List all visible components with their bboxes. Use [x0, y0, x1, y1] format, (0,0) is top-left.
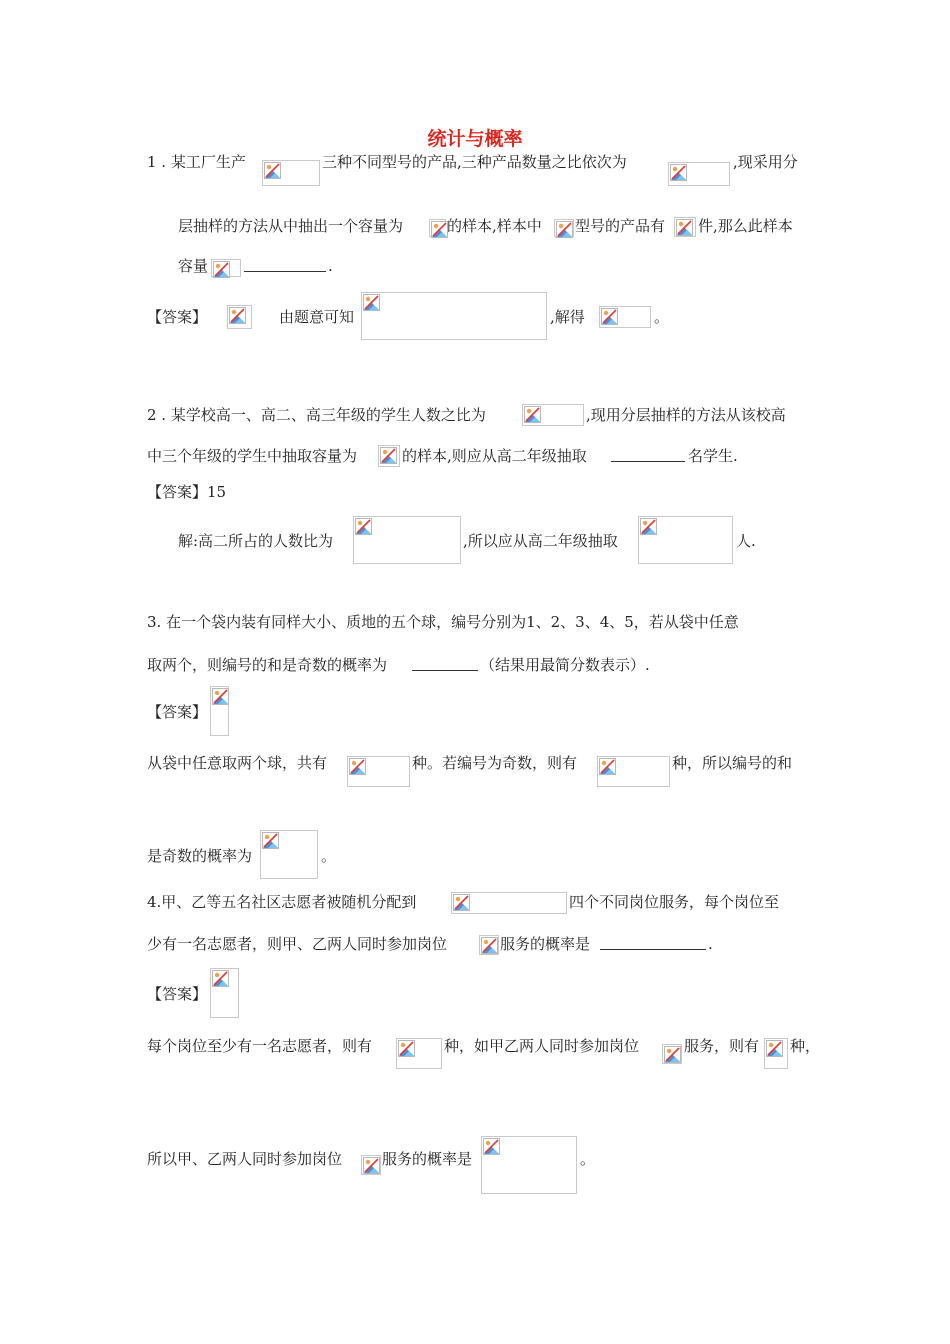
q1-line-3b: . — [328, 257, 333, 275]
formula-image — [227, 305, 252, 329]
answer-label: 【答案】 — [147, 703, 208, 721]
q4-solution-c: 服务，则有 — [684, 1037, 760, 1055]
broken-image-icon — [229, 307, 246, 324]
q2-solution-c: 人. — [736, 532, 756, 550]
formula-image — [674, 217, 696, 237]
broken-image-icon — [213, 261, 230, 278]
broken-image-icon — [481, 937, 498, 954]
answer-blank — [244, 256, 326, 272]
q4-line-2b: 服务的概率是 — [500, 935, 591, 953]
broken-image-icon — [355, 518, 372, 535]
broken-image-icon — [766, 1040, 783, 1057]
formula-image — [662, 1044, 682, 1064]
q1-answer-c: 。 — [654, 308, 670, 326]
q3-line-1: 3. 在一个袋内装有同样大小、质地的五个球，编号分别为1、2、3、4、5，若从袋中任意 — [147, 613, 739, 631]
q1-line-2c: 型号的产品有 — [575, 217, 666, 235]
formula-image — [378, 445, 400, 467]
formula-image — [599, 306, 651, 328]
formula-image — [638, 516, 733, 564]
broken-image-icon — [599, 758, 616, 775]
formula-image — [210, 968, 239, 1018]
q4-line-2a: 少有一名志愿者，则甲、乙两人同时参加岗位 — [147, 935, 448, 953]
broken-image-icon — [640, 518, 657, 535]
formula-image — [522, 404, 584, 426]
q4-solution-a: 每个岗位至少有一名志愿者，则有 — [147, 1037, 373, 1055]
formula-image — [361, 292, 547, 340]
formula-image — [262, 160, 320, 186]
q2-answer: 【答案】15 — [147, 483, 227, 501]
broken-image-icon — [363, 1157, 380, 1174]
q2-line-2c: 名学生. — [688, 447, 738, 465]
broken-image-icon — [524, 406, 541, 423]
q4-solution-d: 种， — [790, 1037, 821, 1055]
broken-image-icon — [349, 758, 366, 775]
q2-line-1a: 2 . 某学校高一、高二、高三年级的学生人数之比为 — [147, 406, 486, 424]
q4-solution-2b: 服务的概率是 — [382, 1150, 473, 1168]
formula-image — [396, 1038, 442, 1069]
formula-image — [210, 686, 229, 736]
broken-image-icon — [431, 221, 448, 238]
q1-line-2b: 的样本,样本中 — [447, 217, 542, 235]
answer-blank — [611, 446, 685, 462]
formula-image — [211, 259, 241, 277]
q1-answer-b: ,解得 — [550, 308, 585, 326]
broken-image-icon — [380, 447, 397, 464]
formula-image — [451, 892, 567, 914]
formula-image — [597, 756, 670, 787]
q3-solution-2a: 是奇数的概率为 — [147, 847, 253, 865]
q4-line-1b: 四个不同岗位服务，每个岗位至 — [569, 893, 780, 911]
q2-line-2b: 的样本,则应从高二年级抽取 — [402, 447, 587, 465]
q1-line-2d: 件,那么此样本 — [698, 217, 793, 235]
formula-image — [554, 219, 574, 237]
q1-line-1a: 1 . 某工厂生产 — [147, 153, 246, 171]
q3-solution-2b: 。 — [321, 847, 337, 865]
formula-image — [479, 935, 499, 955]
q3-line-2b: （结果用最简分数表示）. — [480, 656, 650, 674]
broken-image-icon — [262, 832, 279, 849]
formula-image — [668, 162, 730, 186]
broken-image-icon — [676, 219, 693, 236]
q4-solution-2a: 所以甲、乙两人同时参加岗位 — [147, 1150, 343, 1168]
broken-image-icon — [601, 308, 618, 325]
formula-image — [347, 756, 410, 787]
q3-solution-b: 种。若编号为奇数，则有 — [412, 754, 578, 772]
q2-solution-b: ,所以应从高二年级抽取 — [463, 532, 618, 550]
q1-line-1b: 三种不同型号的产品,三种产品数量之比依次为 — [322, 153, 627, 171]
q2-solution-a: 解:高二所占的人数比为 — [178, 532, 334, 550]
broken-image-icon — [212, 970, 229, 987]
formula-image — [429, 219, 446, 237]
answer-label: 【答案】 — [147, 308, 208, 326]
q3-solution-c: 种，所以编号的和 — [672, 754, 793, 772]
broken-image-icon — [398, 1040, 415, 1057]
q2-line-2a: 中三个年级的学生中抽取容量为 — [147, 447, 358, 465]
formula-image — [764, 1038, 788, 1069]
q1-answer-a: 由题意可知 — [279, 308, 355, 326]
q3-solution-a: 从袋中任意取两个球，共有 — [147, 754, 328, 772]
broken-image-icon — [264, 162, 281, 179]
q4-line-2c: . — [708, 935, 713, 953]
formula-image — [260, 830, 318, 879]
formula-image — [353, 516, 461, 564]
q1-line-3a: 容量 — [178, 257, 209, 275]
q2-line-1b: ,现用分层抽样的方法从该校高 — [586, 406, 786, 424]
broken-image-icon — [483, 1138, 500, 1155]
broken-image-icon — [670, 164, 687, 181]
q1-line-2a: 层抽样的方法从中抽出一个容量为 — [178, 217, 404, 235]
q4-solution-b: 种，如甲乙两人同时参加岗位 — [444, 1037, 640, 1055]
page-title: 统计与概率 — [427, 128, 523, 150]
broken-image-icon — [453, 894, 470, 911]
q1-line-1c: ,现采用分 — [733, 153, 798, 171]
q4-line-1a: 4.甲、乙等五名社区志愿者被随机分配到 — [147, 893, 417, 911]
formula-image — [361, 1155, 381, 1175]
broken-image-icon — [363, 294, 380, 311]
answer-label: 【答案】 — [147, 985, 208, 1003]
broken-image-icon — [664, 1046, 681, 1063]
q3-line-2a: 取两个，则编号的和是奇数的概率为 — [147, 656, 388, 674]
formula-image — [481, 1136, 577, 1194]
broken-image-icon — [556, 221, 573, 238]
broken-image-icon — [212, 688, 229, 705]
answer-blank — [412, 655, 478, 671]
q4-solution-2c: 。 — [580, 1150, 596, 1168]
answer-blank — [600, 934, 706, 950]
